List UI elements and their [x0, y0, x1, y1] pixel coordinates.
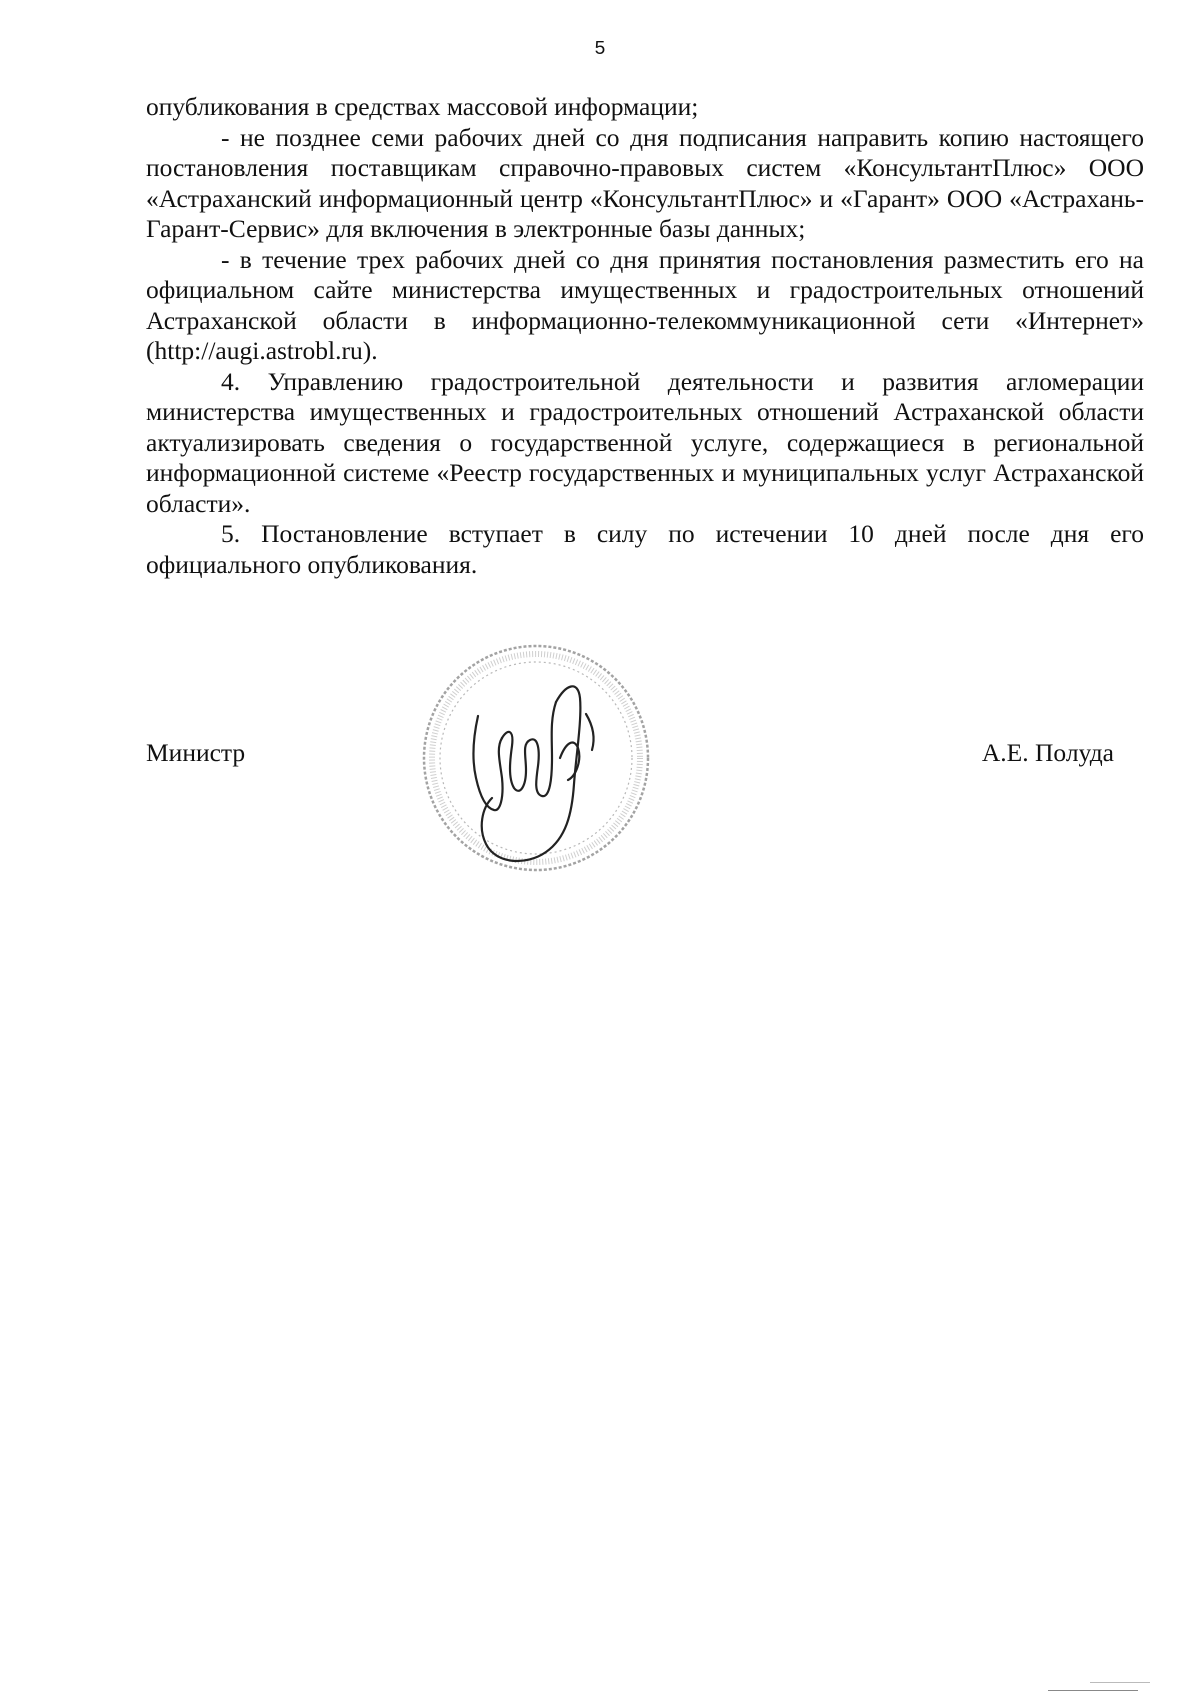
paragraph-item-4: 4. Управлению градостроительной деятельности и развития агломерации министерства имущественных и градостроительных отношений Астраханской области актуализировать сведения о государственной услуге, содержащиеся в региональной информационной системе «Реестр государственных и муниципальных услуг Астраханской области». [146, 366, 1144, 518]
signature-handwriting [473, 686, 593, 861]
document-body [146, 92, 1144, 580]
paragraph-item-5: 5. Постановление вступает в силу по истечении 10 дней после дня его официального опубликования. [146, 519, 1144, 579]
paragraph-consultant-copy: - не позднее семи рабочих дней со дня подписания направить копию настоящего постановления поставщикам справочно-правовых систем «КонсультантПлюс» ООО «Астраханский информационный центр «КонсультантПлюс» и «Гарант» ООО «Астрахань-Гарант-Сервис» для включения в электронные базы данных; [146, 122, 1144, 243]
page-number: 5 [594, 38, 606, 60]
scan-artifact-line [1048, 1690, 1138, 1691]
scan-artifact-line [1090, 1682, 1150, 1683]
signatory-title: Министр [146, 738, 246, 767]
signatory-name: А.Е. Полуда [981, 738, 1114, 767]
official-seal-stamp [416, 638, 656, 878]
paragraph-website-publication: - в течение трех рабочих дней со дня принятия постановления разместить его на официальном сайте министерства имущественных и градостроительных отношений Астраханской области в информационно-телекоммуникационной сети «Интернет» (http://augi.astrobl.ru). [146, 244, 1144, 365]
paragraph-continuation: опубликования в средствах массовой информации; [146, 92, 699, 121]
